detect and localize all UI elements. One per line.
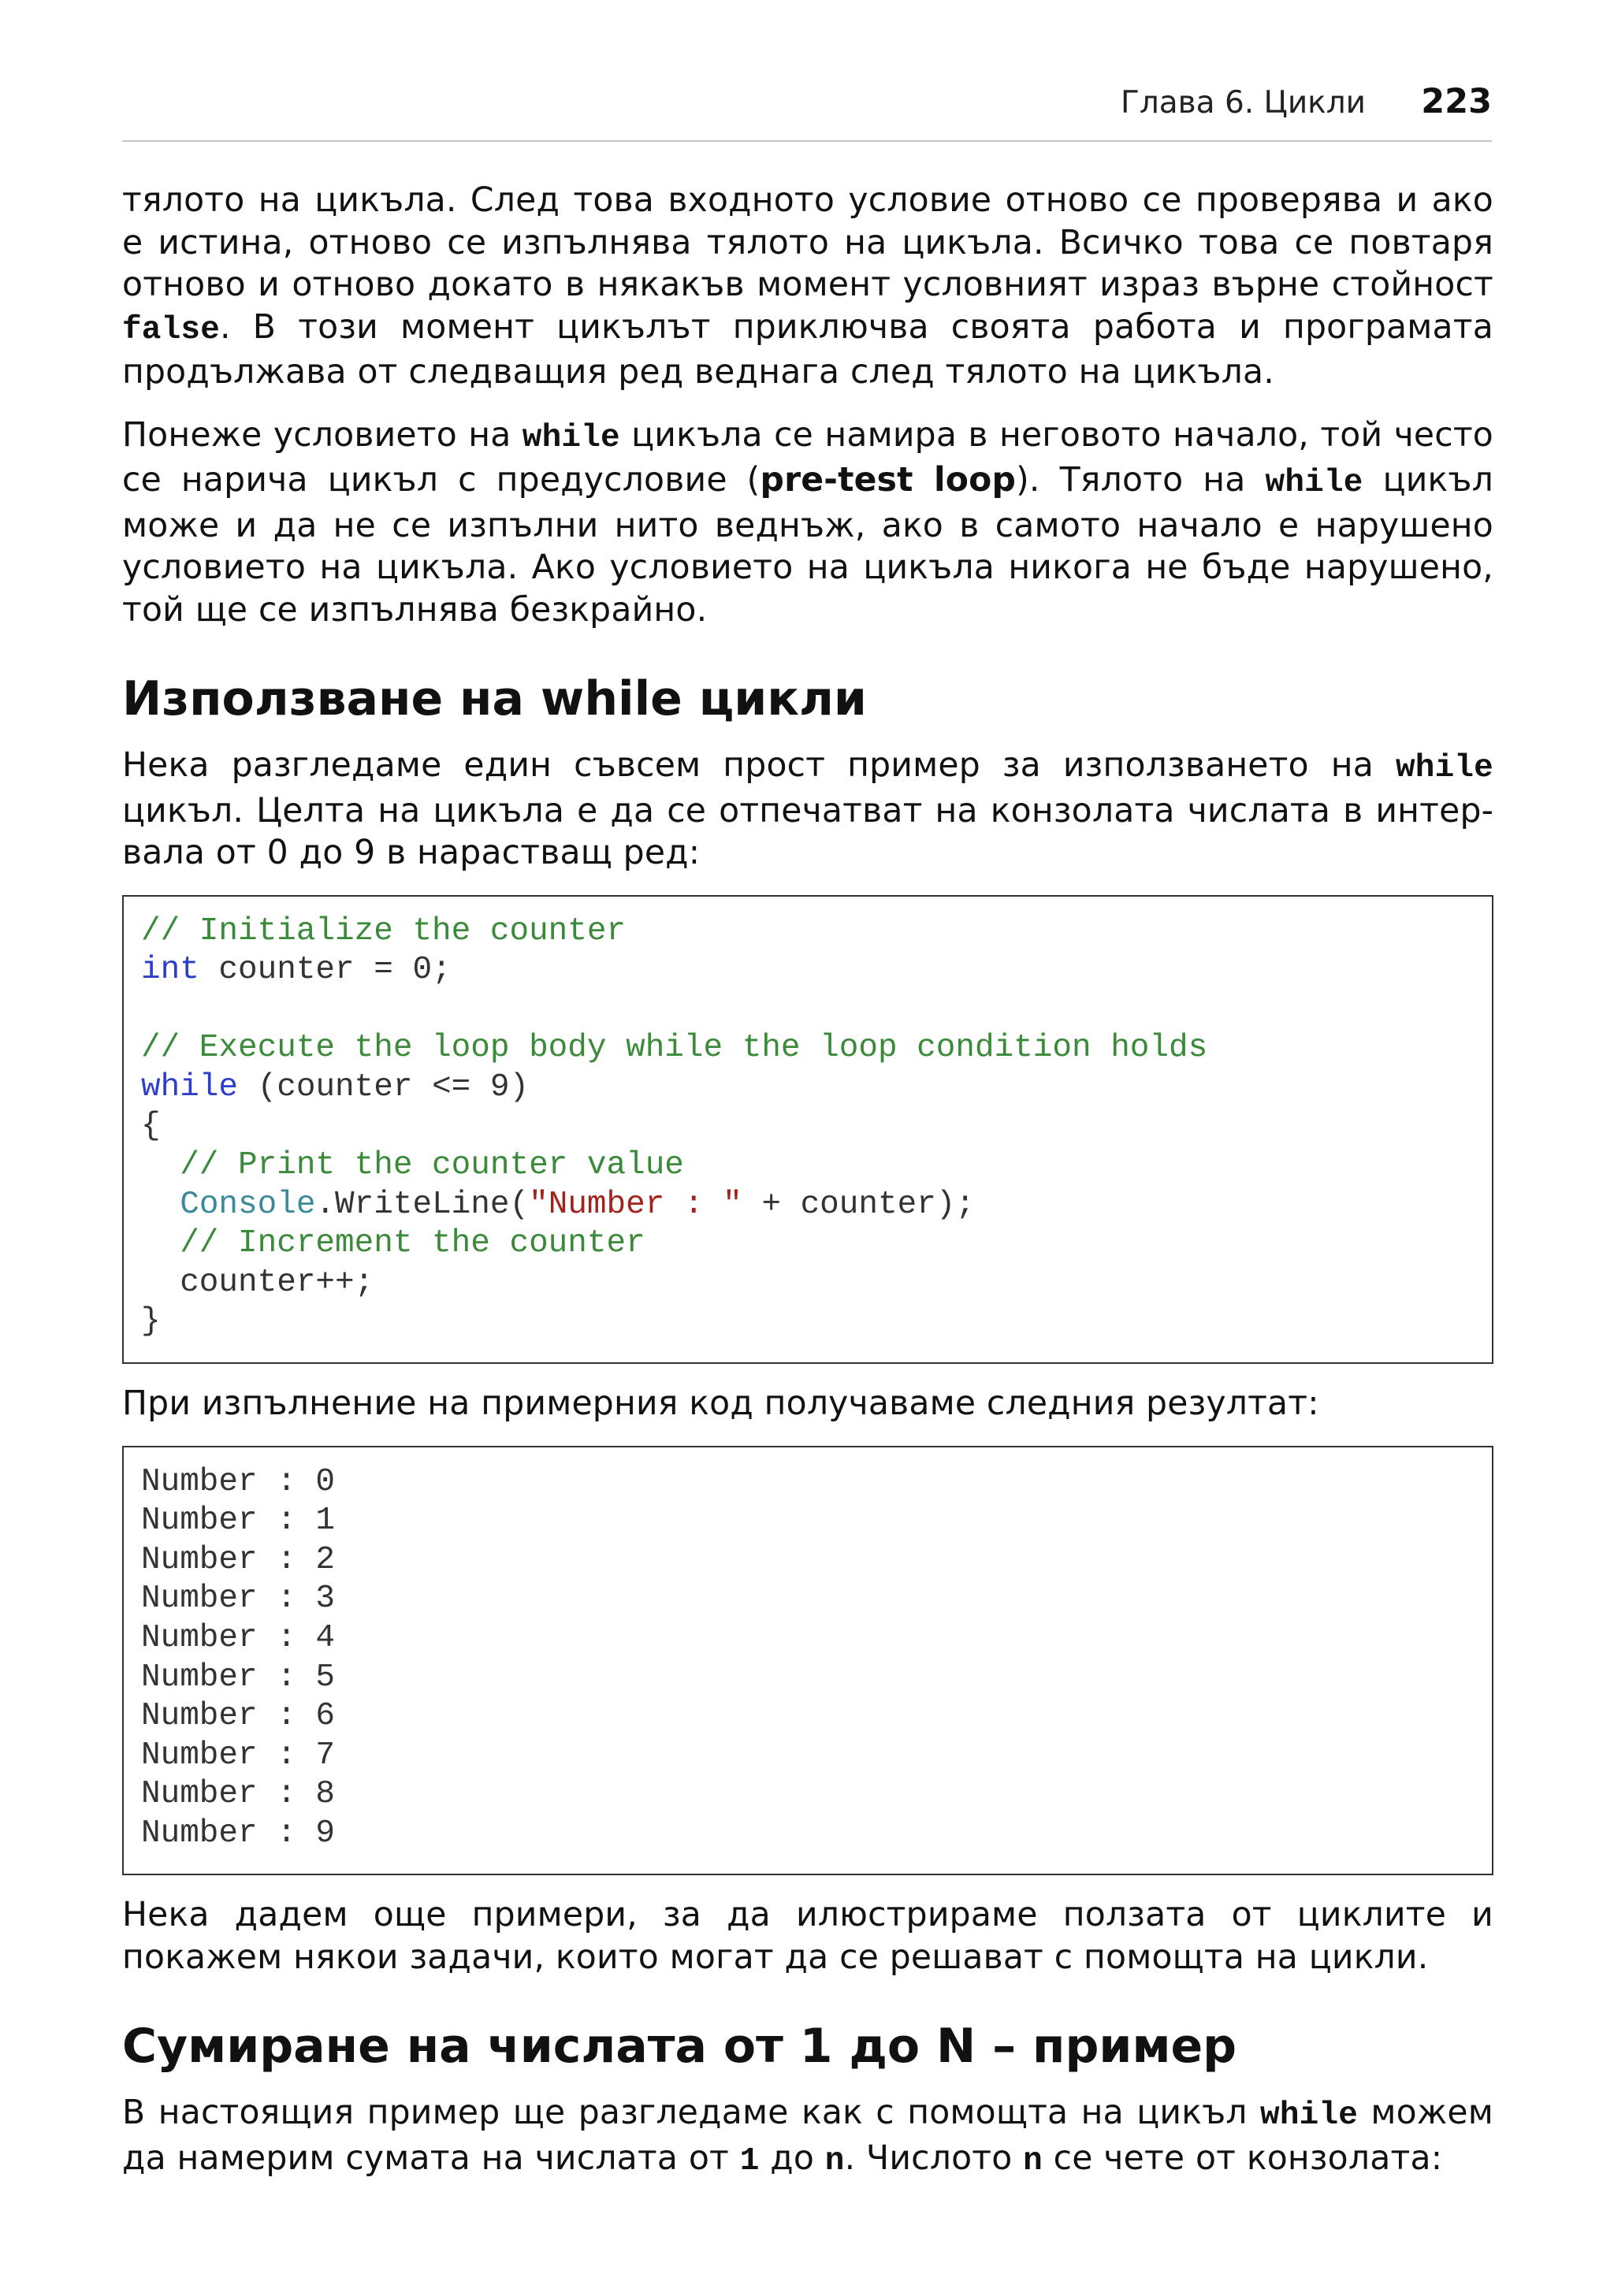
code-line (141, 1302, 1475, 1342)
code-keyword: while (141, 1068, 239, 1105)
inline-code-while: while (1265, 465, 1363, 501)
code-keyword: int (141, 952, 199, 989)
code-comment: // Increment the counter (141, 1225, 645, 1262)
inline-code-while: while (1260, 2097, 1359, 2134)
code-blank-line (141, 990, 1475, 1030)
text-run: Понеже условието на (122, 415, 523, 455)
section-heading-using-while: Използване на while цикли (122, 671, 867, 726)
code-text: { (141, 1108, 161, 1145)
output-line: Number : 0 (141, 1463, 336, 1500)
inline-code-while: while (1395, 750, 1493, 786)
code-line (141, 1068, 1475, 1108)
code-string: "Number : " (529, 1186, 742, 1223)
code-comment: // Print the counter value (141, 1147, 684, 1184)
output-line: Number : 7 (141, 1737, 336, 1774)
code-comment: // Execute the loop body while the loop condition holds (141, 1030, 1208, 1067)
paragraph-loop-continuation (122, 180, 1493, 394)
paragraph-sum-intro (122, 2092, 1493, 2183)
text-run: Нека разгледаме един съвсем прост пример за използването на (122, 746, 1396, 785)
code-text: counter++; (141, 1264, 374, 1301)
output-line: Number : 1 (141, 1503, 336, 1540)
code-line (141, 1186, 1475, 1225)
code-line (141, 951, 1475, 990)
inline-code-false: false (122, 311, 221, 348)
text-run: до (759, 2138, 825, 2178)
text-run: цикъл. Целта на цикъла е да се отпечатват на конзолата числата в интервала от 0 до 9 в нарастващ ред: (122, 791, 1493, 872)
code-text: .WriteLine( (315, 1186, 530, 1223)
code-line (141, 1107, 1475, 1146)
text-run: цикъл може и да не се изпълни нито веднъж, ако в самото начало е нарушено условието на цикъла. Ако условието на цикъла никога не бъде нарушено, той ще се изпълнява безкрайно. (122, 461, 1493, 630)
output-line: Number : 2 (141, 1541, 336, 1578)
output-line: Number : 5 (141, 1659, 336, 1696)
running-header (122, 76, 1492, 142)
text-run: В настоящия пример ще разгледаме как с помощта на цикъл (122, 2094, 1261, 2133)
paragraph-pretest-loop (122, 414, 1493, 632)
inline-code-one: 1 (739, 2142, 760, 2179)
paragraph-more-examples: Нека дадем още примери, за да илюстрираме ползата от циклите и покажем някои задачи, които могат да се решават с помощта на цикли. (122, 1896, 1493, 1977)
inline-code-n: n (1023, 2142, 1043, 2179)
section-heading-sum-example: Сумиране на числата от 1 до N – пример (122, 2019, 1237, 2075)
output-line: Number : 4 (141, 1619, 336, 1656)
code-line (141, 1264, 1475, 1303)
page-content (122, 180, 1493, 2183)
output-line: Number : 3 (141, 1581, 336, 1618)
text-run: . Числото (844, 2138, 1024, 2178)
console-output (122, 1446, 1493, 1876)
output-line: Number : 9 (141, 1815, 336, 1852)
code-line (141, 1224, 1475, 1264)
code-text: + counter); (742, 1186, 976, 1223)
code-text: (counter <= 9) (238, 1068, 530, 1105)
code-line (141, 1029, 1475, 1068)
code-text: counter = 0; (199, 952, 452, 989)
code-listing (122, 895, 1493, 1365)
text-run: . В този момент цикълът приключва своята работа и програмата продължава от следващия ред веднага след тялото на цикъла. (122, 307, 1493, 392)
text-run: тялото на цикъла. След това входното условие отново се проверява и ако е истина, отново се изпълнява тялото на цикъла. Всичко това се повтаря отново и отново докато в някакъв момент условният израз върне стойност (122, 181, 1493, 304)
text-run: можем да намерим сумата на числата от (122, 2094, 1493, 2178)
code-type-name: Console (180, 1186, 316, 1223)
output-line: Number : 6 (141, 1698, 336, 1735)
code-comment: // Initialize the counter (141, 912, 627, 949)
chapter-title: Глава 6. Цикли (1121, 85, 1366, 121)
code-text: } (141, 1303, 161, 1340)
output-line: Number : 8 (141, 1776, 336, 1813)
page-number: 223 (1421, 82, 1492, 121)
bold-term-pretest-loop: pre-test loop (760, 461, 1017, 500)
text-run: ). Тялото на (1016, 461, 1266, 500)
inline-code-while: while (522, 419, 620, 456)
inline-code-n: n (824, 2142, 845, 2179)
paragraph-result-intro: При изпълнение на примерния код получаваме следния резултат: (122, 1384, 1319, 1424)
paragraph-while-example-intro (122, 745, 1493, 875)
code-indent (141, 1187, 180, 1223)
code-line (141, 1146, 1475, 1186)
text-run: се чете от конзолата: (1042, 2138, 1443, 2178)
code-line (141, 912, 1475, 952)
text-run: цикъла се намира в неговото начало, той често се нарича цикъл с предусловие ( (122, 415, 1494, 500)
